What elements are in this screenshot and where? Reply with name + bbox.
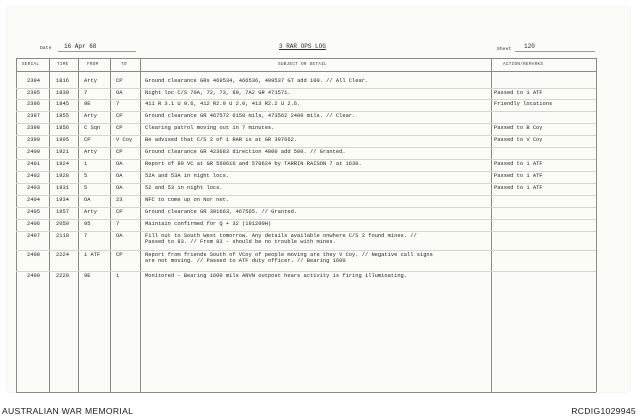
subject-cell: Ground clearance GR 467572 6150 mils, 473562 2400 mils. // Clear. xyxy=(145,113,356,119)
row-divider xyxy=(16,271,596,272)
serial-cell: 2403 xyxy=(27,185,40,191)
action-cell: Passed to 1 ATF xyxy=(494,185,543,191)
to-cell: OA xyxy=(116,233,123,239)
to-cell: 7 xyxy=(116,221,120,227)
sheet-label: Sheet xyxy=(497,47,512,52)
row-divider xyxy=(16,207,596,208)
serial-cell: 2394 xyxy=(27,78,40,84)
time-cell: 2050 xyxy=(56,221,69,227)
subject-cell: Report from friends South of VCoy of people moving are they V Coy. // Negative call signs xyxy=(145,252,433,258)
from-cell: 7 xyxy=(84,233,88,239)
serial-cell: 2405 xyxy=(27,209,40,215)
row-divider xyxy=(16,135,596,136)
to-cell: OA xyxy=(116,90,123,96)
col-header-subject: SUBJECT OR DETAIL xyxy=(278,62,327,67)
serial-cell: 2395 xyxy=(27,90,40,96)
to-cell: 7 xyxy=(116,101,120,107)
to-cell: OA xyxy=(116,185,123,191)
subject-cell: Ground clearance GRs 469534, 466536, 409537 GT add 100. // All Clear. xyxy=(145,78,369,84)
from-cell: 5 xyxy=(84,173,88,179)
from-cell: OA xyxy=(84,197,91,203)
time-cell: 1931 xyxy=(56,185,69,191)
date-label: Date xyxy=(40,46,52,51)
col-header-from: FROM xyxy=(87,62,99,67)
table-header-border xyxy=(16,71,596,72)
time-cell: 1934 xyxy=(56,197,69,203)
action-cell: Passed to 1 ATF xyxy=(494,173,543,179)
from-cell: 95 xyxy=(84,221,91,227)
row-divider xyxy=(16,183,596,184)
from-cell: Arty xyxy=(84,78,97,84)
time-cell: 1924 xyxy=(56,161,69,167)
subject-cell: 52A and 53A in night locs. xyxy=(145,173,230,179)
from-cell: 1 ATF xyxy=(84,252,101,258)
to-cell: CP xyxy=(116,78,123,84)
time-cell: 1856 xyxy=(56,125,69,131)
subject-cell: Passed to 83. // From 83 - should be no trouble with mines. xyxy=(145,239,336,245)
col-header-serial: SERIAL xyxy=(22,62,40,67)
action-cell: Passed to B Coy xyxy=(494,125,543,131)
row-divider xyxy=(16,219,596,220)
from-cell: 7 xyxy=(84,90,88,96)
col-header-to: TO xyxy=(121,62,127,67)
col-header-time: TIME xyxy=(57,62,69,67)
to-cell: CP xyxy=(116,209,123,215)
row-divider xyxy=(16,231,596,232)
row-divider xyxy=(16,195,596,196)
time-cell: 2229 xyxy=(56,273,69,279)
to-cell: 1 xyxy=(116,273,120,279)
time-cell: 1957 xyxy=(56,209,69,215)
serial-cell: 2409 xyxy=(27,273,40,279)
serial-cell: 2397 xyxy=(27,113,40,119)
time-cell: 1928 xyxy=(56,173,69,179)
serial-cell: 2406 xyxy=(27,221,40,227)
col-header-action: ACTION/REMARKS xyxy=(503,62,544,67)
subject-cell: Fill out to South West tomorrow. Any details available onwhere C/S 2 found mines. // xyxy=(145,233,417,239)
from-cell: 9E xyxy=(84,273,91,279)
subject-cell: Maintain confirmed for Q + 32 (191200H) xyxy=(145,221,272,227)
table-bottom-border xyxy=(16,392,596,393)
from-cell: Arty xyxy=(84,149,97,155)
subject-cell: Night loc C/S 70A, 72, 73, 89, 7A2 GR 471571. xyxy=(145,90,291,96)
action-cell: Passed to 1 ATF xyxy=(494,161,543,167)
from-cell: Arty xyxy=(84,209,97,215)
action-cell: Passed to 1 ATF xyxy=(494,90,543,96)
from-cell: CP xyxy=(84,137,91,143)
subject-cell: Ground clearance GR 391663, 467565. // Granted. xyxy=(145,209,298,215)
to-cell: CP xyxy=(116,113,123,119)
time-cell: 2224 xyxy=(56,252,69,258)
table-top-border xyxy=(16,58,596,59)
to-cell: OA xyxy=(116,173,123,179)
serial-cell: 2396 xyxy=(27,101,40,107)
subject-cell: Report of 80 VC at GR 560616 and 570624 by TARRIN RAISON 7 at 1630. xyxy=(145,161,362,167)
serial-cell: 2407 xyxy=(27,233,40,239)
table-row xyxy=(0,233,640,245)
sheet-underline xyxy=(515,51,595,52)
action-cell: Passed to V Coy xyxy=(494,137,543,143)
time-cell: 1905 xyxy=(56,137,69,143)
footer-archive-name: AUSTRALIAN WAR MEMORIAL xyxy=(2,406,134,416)
footer-record-id: RCDIG1029945 xyxy=(571,406,636,416)
serial-cell: 2399 xyxy=(27,137,40,143)
subject-cell: NFC to come up on Nor net. xyxy=(145,197,230,203)
subject-cell: Be advised that C/S 2 of 1 RAR is at GR 397662. xyxy=(145,137,298,143)
date-value: 16 Apr 68 xyxy=(64,43,97,50)
to-cell: V Coy xyxy=(116,137,133,143)
from-cell: C Sqn xyxy=(84,125,101,131)
table-row xyxy=(0,252,640,264)
subject-cell: are not moving. // Passed to ATF duty officer. // Bearing 1600 xyxy=(145,258,346,264)
time-cell: 2110 xyxy=(56,233,69,239)
sheet-value: 120 xyxy=(524,43,535,50)
row-divider xyxy=(16,99,596,100)
row-divider xyxy=(16,111,596,112)
row-divider xyxy=(16,171,596,172)
log-title: 3 RAR OPS LOG xyxy=(279,43,326,50)
time-cell: 1921 xyxy=(56,149,69,155)
row-divider xyxy=(16,159,596,160)
subject-cell: 52 and 53 in night locs. xyxy=(145,185,223,191)
serial-cell: 2408 xyxy=(27,252,40,258)
row-divider xyxy=(16,123,596,124)
from-cell: 9E xyxy=(84,101,91,107)
to-cell: 23 xyxy=(116,197,123,203)
serial-cell: 2404 xyxy=(27,197,40,203)
time-cell: 1830 xyxy=(56,90,69,96)
row-divider xyxy=(16,147,596,148)
subject-cell: Ground clearance GR 423683 direction 4800 add 500. // Granted. xyxy=(145,149,346,155)
serial-cell: 2402 xyxy=(27,173,40,179)
subject-cell: 411 R 3.1 U 0.6, 412 R2.9 U 2.0, 413 R2.2 U 2.6. xyxy=(145,101,301,107)
serial-cell: 2398 xyxy=(27,125,40,131)
to-cell: CP xyxy=(116,149,123,155)
row-divider xyxy=(16,88,596,89)
row-divider xyxy=(16,250,596,251)
time-cell: 1845 xyxy=(56,101,69,107)
serial-cell: 2400 xyxy=(27,149,40,155)
to-cell: OA xyxy=(116,161,123,167)
time-cell: 1816 xyxy=(56,78,69,84)
subject-cell: Monitored - Bearing 1600 mils ANVN outpost hears activity is firing illuminating. xyxy=(145,273,408,279)
from-cell: Arty xyxy=(84,113,97,119)
from-cell: 1 xyxy=(84,161,88,167)
to-cell: CP xyxy=(116,125,123,131)
subject-cell: Clearing patrol moving out in 7 minutes. xyxy=(145,125,275,131)
table-row xyxy=(0,273,640,285)
action-cell: Friendly locations xyxy=(494,101,553,107)
date-underline xyxy=(58,51,136,52)
from-cell: 5 xyxy=(84,185,88,191)
time-cell: 1855 xyxy=(56,113,69,119)
to-cell: CP xyxy=(116,252,123,258)
serial-cell: 2401 xyxy=(27,161,40,167)
